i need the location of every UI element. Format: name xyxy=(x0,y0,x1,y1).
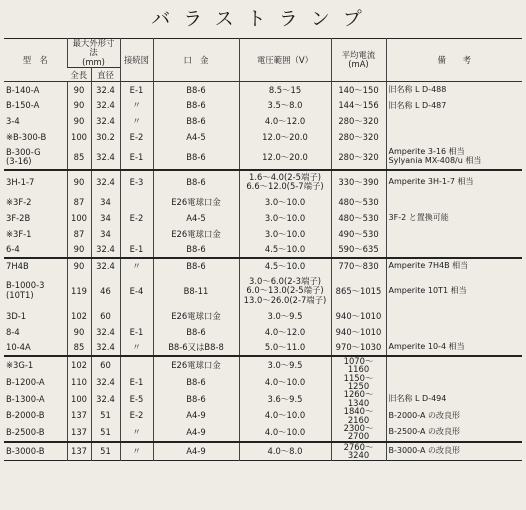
header-dims: 最大外形寸法 (mm) xyxy=(67,39,120,68)
cell-length: 102 xyxy=(67,356,91,374)
cell-connection: E-5 xyxy=(120,390,153,407)
cell-voltage: 4.0～8.0 xyxy=(239,442,331,460)
cell-model: 7H4B xyxy=(6,260,29,271)
cell-remarks: Amperite 10-4 相当 xyxy=(386,340,522,356)
cell-current: 480～530 xyxy=(331,210,386,226)
cell-connection: 〃 xyxy=(120,424,153,442)
table-row xyxy=(4,258,522,274)
header-base: 口 金 xyxy=(153,39,239,82)
cell-voltage: 1.6～4.0(2-5端子) 6.6～12.0(5-7端子) xyxy=(239,170,331,194)
cell-remarks xyxy=(386,114,522,130)
cell-voltage: 4.0～10.0 xyxy=(239,374,331,391)
cell-voltage: 3.0～9.5 xyxy=(239,308,331,324)
cell-connection: 〃 xyxy=(120,442,153,460)
cell-diameter: 32.4 xyxy=(91,374,120,391)
table-row xyxy=(4,390,522,407)
cell-diameter: 32.4 xyxy=(91,340,120,356)
cell-model: 3H-1-7 xyxy=(6,177,35,188)
table-header xyxy=(4,39,522,82)
cell-connection: E-1 xyxy=(120,145,153,169)
page-title: バラストランプ xyxy=(151,8,375,30)
table-row xyxy=(4,324,522,340)
cell-connection: 〃 xyxy=(120,258,153,274)
cell-current: 970～1030 xyxy=(331,340,386,356)
header-voltage: 電圧範囲（V） xyxy=(239,39,331,82)
cell-connection xyxy=(120,226,153,242)
cell-base: B8-6又はB8-8 xyxy=(153,340,239,356)
cell-model: B-1300-A xyxy=(6,393,45,404)
table-row xyxy=(4,114,522,130)
cell-base: B8-11 xyxy=(153,274,239,309)
cell-diameter: 46 xyxy=(91,274,120,309)
table-row xyxy=(4,356,522,374)
cell-remarks xyxy=(386,194,522,210)
table-row xyxy=(4,194,522,210)
header-remarks: 備 考 xyxy=(386,39,522,82)
table-row xyxy=(4,308,522,324)
cell-connection: E-4 xyxy=(120,274,153,309)
cell-voltage: 8.5～15 xyxy=(239,82,331,98)
cell-current: 140～150 xyxy=(331,82,386,98)
cell-base: E26電球口金 xyxy=(153,356,239,374)
cell-base: E26電球口金 xyxy=(153,308,239,324)
cell-length: 90 xyxy=(67,114,91,130)
cell-model: B-150-A xyxy=(6,100,40,111)
cell-length: 102 xyxy=(67,308,91,324)
table-row xyxy=(4,340,522,356)
cell-current: 280～320 xyxy=(331,129,386,145)
cell-base: B8-6 xyxy=(153,170,239,194)
cell-connection xyxy=(120,194,153,210)
cell-remarks: 3F-2 と置換可能 xyxy=(386,210,522,226)
cell-remarks: Amperite 10T1 相当 xyxy=(386,274,522,309)
cell-model: 10-4A xyxy=(6,342,31,353)
cell-connection: 〃 xyxy=(120,340,153,356)
cell-model: B-300-G (3-16) xyxy=(6,146,41,166)
cell-length: 90 xyxy=(67,242,91,258)
cell-base: A4-9 xyxy=(153,407,239,424)
header-diameter: 直径 xyxy=(91,68,120,82)
cell-base: B8-6 xyxy=(153,324,239,340)
cell-diameter: 51 xyxy=(91,424,120,442)
cell-model: B-1000-3 (10T1) xyxy=(6,280,45,300)
cell-length: 100 xyxy=(67,210,91,226)
cell-diameter: 32.4 xyxy=(91,114,120,130)
cell-length: 137 xyxy=(67,424,91,442)
cell-length: 90 xyxy=(67,170,91,194)
cell-current: 144～156 xyxy=(331,98,386,114)
cell-voltage: 4.0～10.0 xyxy=(239,424,331,442)
cell-base: A4-9 xyxy=(153,424,239,442)
cell-current: 1070～1160 xyxy=(331,356,386,374)
table-row xyxy=(4,210,522,226)
cell-connection: E-1 xyxy=(120,374,153,391)
cell-diameter: 60 xyxy=(91,308,120,324)
cell-model: ※3F-1 xyxy=(6,228,32,239)
cell-length: 87 xyxy=(67,226,91,242)
cell-voltage: 3.0～6.0(2-3端子) 6.0～13.0(2-5端子) 13.0～26.0(2-7端子) xyxy=(239,274,331,309)
cell-current: 590～635 xyxy=(331,242,386,258)
table-row xyxy=(4,407,522,424)
cell-remarks: 旧名称 L D-487 xyxy=(386,98,522,114)
cell-current: 770～830 xyxy=(331,258,386,274)
cell-length: 90 xyxy=(67,82,91,98)
cell-connection: E-2 xyxy=(120,129,153,145)
cell-diameter: 32.4 xyxy=(91,324,120,340)
cell-remarks: Amperite 3-16 相当 Sylyania MX-408/u 相当 xyxy=(386,145,522,169)
cell-voltage: 3.6～9.5 xyxy=(239,390,331,407)
cell-connection xyxy=(120,308,153,324)
cell-model: ※3G-1 xyxy=(6,359,34,370)
cell-length: 85 xyxy=(67,340,91,356)
cell-diameter: 32.4 xyxy=(91,145,120,169)
cell-remarks: 旧名称 L D-494 xyxy=(386,390,522,407)
cell-base: B8-6 xyxy=(153,98,239,114)
cell-voltage: 3.0～10.0 xyxy=(239,194,331,210)
cell-remarks xyxy=(386,226,522,242)
cell-voltage: 3.0～9.5 xyxy=(239,356,331,374)
header-current: 平均電流 (mA) xyxy=(331,39,386,82)
cell-base: B8-6 xyxy=(153,82,239,98)
cell-base: A4-9 xyxy=(153,442,239,460)
cell-remarks xyxy=(386,374,522,391)
table-group xyxy=(4,170,522,258)
cell-connection: E-2 xyxy=(120,407,153,424)
cell-voltage: 3.0～10.0 xyxy=(239,210,331,226)
cell-current: 1840～2160 xyxy=(331,407,386,424)
table-row xyxy=(4,274,522,309)
cell-remarks xyxy=(386,242,522,258)
cell-length: 119 xyxy=(67,274,91,309)
table-row xyxy=(4,226,522,242)
cell-model: B-2000-B xyxy=(6,410,45,421)
cell-model: 6-4 xyxy=(6,243,20,254)
cell-voltage: 12.0～20.0 xyxy=(239,129,331,145)
cell-model: B-140-A xyxy=(6,84,40,95)
cell-voltage: 4.0～12.0 xyxy=(239,114,331,130)
cell-connection: 〃 xyxy=(120,114,153,130)
cell-voltage: 3.0～10.0 xyxy=(239,226,331,242)
cell-current: 490～530 xyxy=(331,226,386,242)
cell-model: ※3F-2 xyxy=(6,196,32,207)
cell-voltage: 3.5～8.0 xyxy=(239,98,331,114)
cell-diameter: 32.4 xyxy=(91,82,120,98)
header-model: 型 名 xyxy=(4,39,67,82)
cell-diameter: 32.4 xyxy=(91,258,120,274)
cell-current: 940～1010 xyxy=(331,324,386,340)
table-row xyxy=(4,82,522,98)
cell-base: B8-6 xyxy=(153,145,239,169)
cell-base: B8-6 xyxy=(153,374,239,391)
table-row xyxy=(4,98,522,114)
cell-remarks: Amperite 7H4B 相当 xyxy=(386,258,522,274)
cell-current: 2760～3240 xyxy=(331,442,386,460)
cell-current: 865～1015 xyxy=(331,274,386,309)
cell-voltage: 4.0～12.0 xyxy=(239,324,331,340)
table-group xyxy=(4,442,522,460)
cell-base: A4-5 xyxy=(153,210,239,226)
cell-diameter: 51 xyxy=(91,407,120,424)
cell-remarks xyxy=(386,324,522,340)
cell-length: 90 xyxy=(67,324,91,340)
table-row xyxy=(4,242,522,258)
cell-length: 100 xyxy=(67,390,91,407)
cell-length: 85 xyxy=(67,145,91,169)
cell-diameter: 32.4 xyxy=(91,242,120,258)
cell-voltage: 4.5～10.0 xyxy=(239,242,331,258)
cell-model: 3D-1 xyxy=(6,310,27,321)
table-row xyxy=(4,374,522,391)
cell-model: ※B-300-B xyxy=(6,132,47,143)
cell-model: B-2500-B xyxy=(6,427,45,438)
cell-voltage: 4.5～10.0 xyxy=(239,258,331,274)
table-group xyxy=(4,258,522,356)
table-group xyxy=(4,82,522,170)
cell-model: 3F-2B xyxy=(6,212,31,223)
cell-base: E26電球口金 xyxy=(153,194,239,210)
table-row xyxy=(4,145,522,169)
cell-diameter: 32.4 xyxy=(91,98,120,114)
cell-voltage: 12.0～20.0 xyxy=(239,145,331,169)
cell-remarks xyxy=(386,308,522,324)
cell-current: 280～320 xyxy=(331,114,386,130)
header-connection: 接続図 xyxy=(120,39,153,82)
cell-connection: E-3 xyxy=(120,170,153,194)
cell-diameter: 32.4 xyxy=(91,170,120,194)
cell-length: 137 xyxy=(67,407,91,424)
cell-remarks: Amperite 3H-1-7 相当 xyxy=(386,170,522,194)
ballast-lamp-table xyxy=(4,38,522,461)
cell-base: B8-6 xyxy=(153,114,239,130)
cell-connection: 〃 xyxy=(120,98,153,114)
header-length: 全長 xyxy=(67,68,91,82)
cell-current: 280～320 xyxy=(331,145,386,169)
cell-length: 137 xyxy=(67,442,91,460)
cell-current: 940～1010 xyxy=(331,308,386,324)
cell-remarks: 旧名称 L D-488 xyxy=(386,82,522,98)
cell-remarks xyxy=(386,356,522,374)
cell-diameter: 60 xyxy=(91,356,120,374)
table-row xyxy=(4,170,522,194)
cell-current: 330～390 xyxy=(331,170,386,194)
cell-current: 480～530 xyxy=(331,194,386,210)
cell-current: 1150～1250 xyxy=(331,374,386,391)
cell-voltage: 5.0～11.0 xyxy=(239,340,331,356)
cell-diameter: 30.2 xyxy=(91,129,120,145)
cell-length: 100 xyxy=(67,129,91,145)
cell-model: 3-4 xyxy=(6,116,20,127)
table-row xyxy=(4,424,522,442)
cell-remarks: B-2000-A の改良形 xyxy=(386,407,522,424)
cell-connection: E-1 xyxy=(120,242,153,258)
cell-current: 1260～1340 xyxy=(331,390,386,407)
table-row xyxy=(4,129,522,145)
cell-voltage: 4.0～10.0 xyxy=(239,407,331,424)
cell-length: 90 xyxy=(67,258,91,274)
cell-base: B8-6 xyxy=(153,390,239,407)
cell-diameter: 34 xyxy=(91,226,120,242)
cell-diameter: 34 xyxy=(91,210,120,226)
cell-connection: E-1 xyxy=(120,324,153,340)
cell-remarks: B-3000-A の改良形 xyxy=(386,442,522,460)
cell-remarks: B-2500-A の改良形 xyxy=(386,424,522,442)
table-group xyxy=(4,356,522,442)
cell-model: B-3000-B xyxy=(6,446,45,457)
cell-model: B-1200-A xyxy=(6,376,45,387)
cell-connection: E-1 xyxy=(120,82,153,98)
cell-length: 90 xyxy=(67,98,91,114)
cell-length: 87 xyxy=(67,194,91,210)
cell-diameter: 51 xyxy=(91,442,120,460)
table-row xyxy=(4,442,522,460)
cell-base: B8-6 xyxy=(153,242,239,258)
cell-remarks xyxy=(386,129,522,145)
cell-base: A4-5 xyxy=(153,129,239,145)
cell-diameter: 32.4 xyxy=(91,390,120,407)
cell-connection xyxy=(120,356,153,374)
cell-connection: E-2 xyxy=(120,210,153,226)
cell-base: B8-6 xyxy=(153,258,239,274)
cell-model: 8-4 xyxy=(6,326,20,337)
cell-length: 110 xyxy=(67,374,91,391)
cell-diameter: 34 xyxy=(91,194,120,210)
cell-base: E26電球口金 xyxy=(153,226,239,242)
cell-current: 2300～2700 xyxy=(331,424,386,442)
